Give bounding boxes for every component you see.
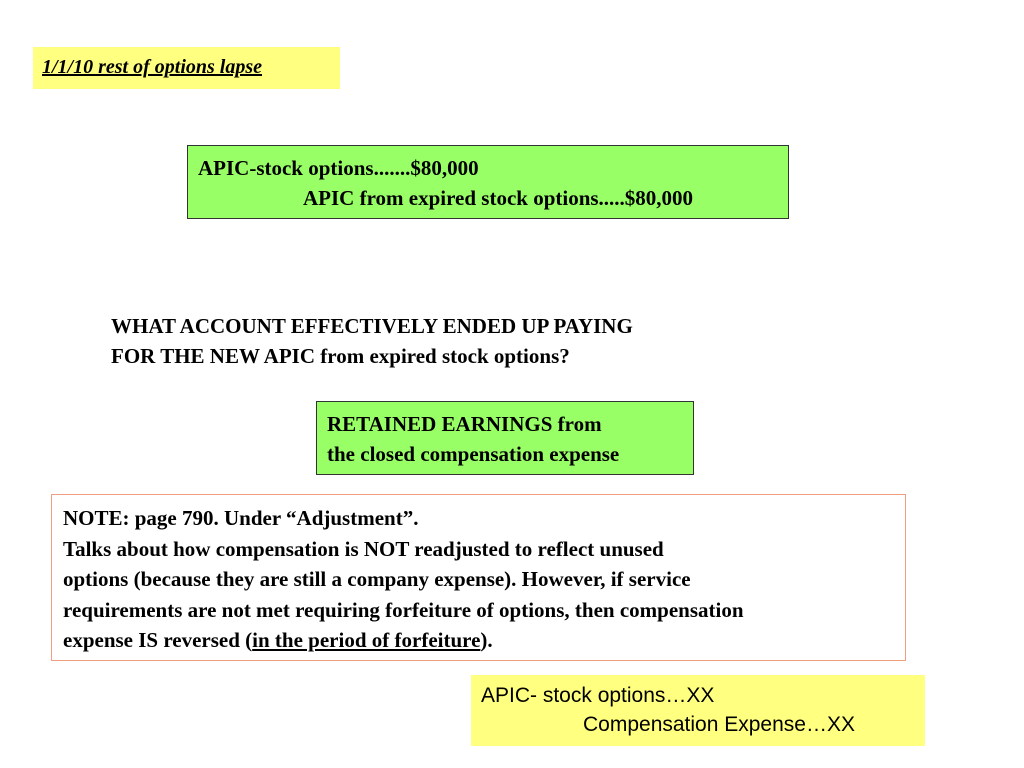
reversal-entry-box <box>471 675 925 746</box>
note-line-5-prefix: expense IS reversed ( <box>63 628 253 652</box>
answer-line-2: the closed compensation expense <box>327 442 620 466</box>
note-line-4: requirements are not met requiring forfeiture of options, then compensation <box>63 597 744 622</box>
note-line-2: Talks about how compensation is NOT readjusted to reflect unused <box>63 536 664 561</box>
question-line-1: WHAT ACCOUNT EFFECTIVELY ENDED UP PAYING <box>111 314 633 338</box>
slide-title-box <box>33 47 340 89</box>
answer-line-1: RETAINED EARNINGS from <box>327 412 602 436</box>
journal-credit-line: APIC from expired stock options.....$80,000 <box>303 186 694 210</box>
journal-debit-line: APIC-stock options.......$80,000 <box>198 156 479 180</box>
question-text <box>111 311 633 371</box>
question-line-2: FOR THE NEW APIC from expired stock options? <box>111 344 570 368</box>
note-line-5 <box>63 625 905 656</box>
note-line-3: options (because they are still a company expense). However, if service <box>63 567 691 591</box>
reversal-credit-line: Compensation Expense…XX <box>583 713 855 736</box>
answer-box <box>316 401 694 475</box>
note-forfeiture-period: in the period of forfeiture <box>252 628 481 652</box>
slide-title: 1/1/10 rest of options lapse <box>42 56 263 78</box>
reversal-debit-line: APIC- stock options…XX <box>481 684 715 707</box>
note-box <box>51 494 906 661</box>
note-line-1: NOTE: page 790. Under “Adjustment”. <box>63 506 419 530</box>
journal-entry-box <box>187 145 789 219</box>
note-line-5-suffix: ). <box>480 628 493 652</box>
